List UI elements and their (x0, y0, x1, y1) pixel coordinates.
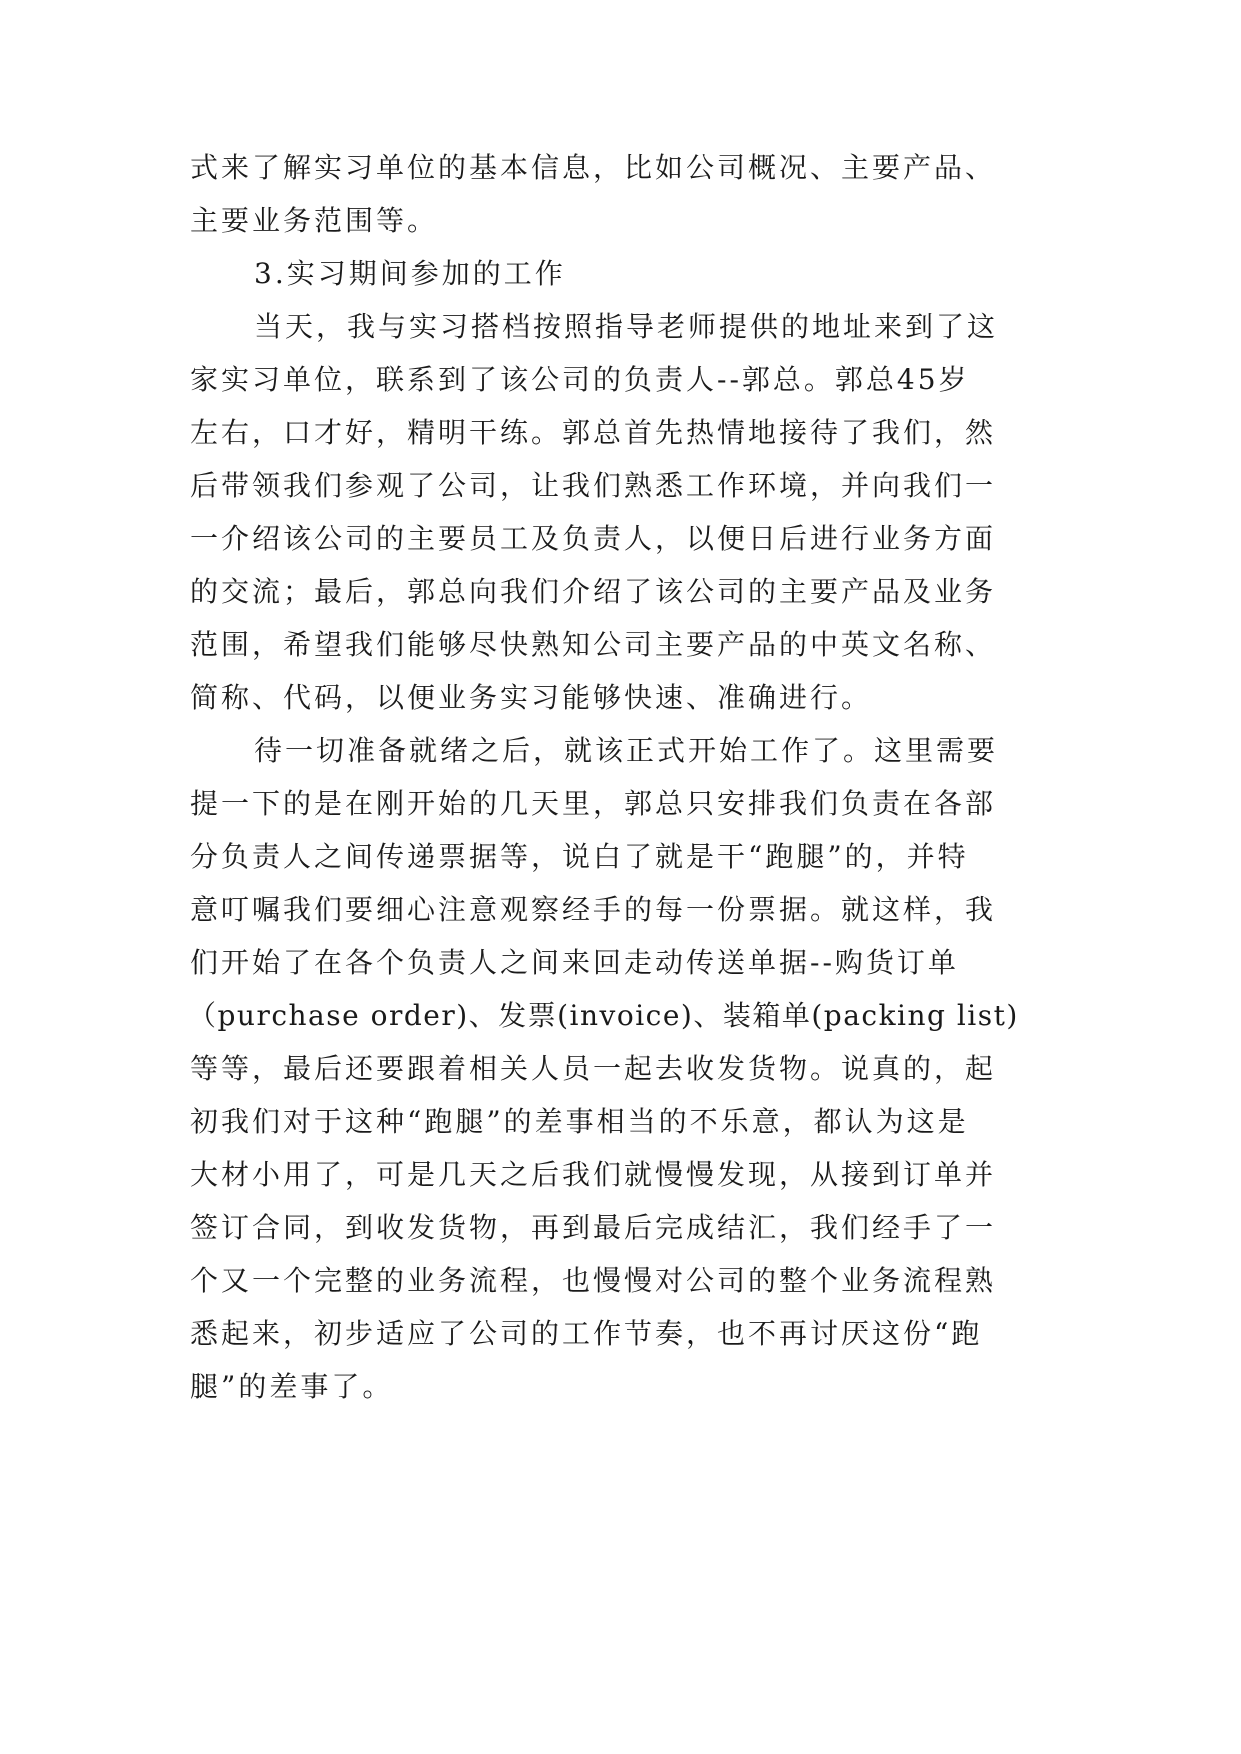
text-line: 意叮嘱我们要细心注意观察经手的每一份票据。就这样，我 (190, 893, 997, 926)
section-heading: 3.实习期间参加的工作 (254, 257, 566, 290)
text-line: 等等，最后还要跟着相关人员一起去收发货物。说真的，起 (190, 1052, 997, 1085)
text-line: 个又一个完整的业务流程，也慢慢对公司的整个业务流程熟 (190, 1264, 997, 1297)
text-line: 分负责人之间传递票据等，说白了就是干“跑腿”的，并特 (190, 840, 969, 873)
text-line: 简称、代码，以便业务实习能够快速、准确进行。 (190, 681, 873, 714)
text-line: 腿”的差事了。 (190, 1370, 394, 1403)
text-line: 们开始了在各个负责人之间来回走动传送单据--购货订单 (190, 946, 959, 979)
text-line: （purchase order)、发票(invoice)、装箱单(packing list) (188, 999, 1019, 1032)
text-line: 后带领我们参观了公司，让我们熟悉工作环境，并向我们一 (190, 469, 997, 502)
text-line: 提一下的是在刚开始的几天里，郭总只安排我们负责在各部 (190, 787, 997, 820)
text-line: 左右，口才好，精明干练。郭总首先热情地接待了我们，然 (190, 416, 997, 449)
paragraph-first-line: 待一切准备就绪之后，就该正式开始工作了。这里需要 (254, 734, 999, 767)
text-line: 式来了解实习单位的基本信息，比如公司概况、主要产品、 (190, 151, 997, 184)
text-line: 范围，希望我们能够尽快熟知公司主要产品的中英文名称、 (190, 628, 997, 661)
text-line: 主要业务范围等。 (190, 204, 439, 237)
text-line: 家实习单位，联系到了该公司的负责人--郭总。郭总45岁 (190, 363, 970, 396)
paragraph-first-line: 当天，我与实习搭档按照指导老师提供的地址来到了这 (254, 310, 999, 343)
text-line: 一介绍该公司的主要员工及负责人，以便日后进行业务方面 (190, 522, 997, 555)
text-line: 悉起来，初步适应了公司的工作节奏，也不再讨厌这份“跑 (190, 1317, 983, 1350)
text-line: 大材小用了，可是几天之后我们就慢慢发现，从接到订单并 (190, 1158, 997, 1191)
text-line: 初我们对于这种“跑腿”的差事相当的不乐意，都认为这是 (190, 1105, 969, 1138)
text-line: 签订合同，到收发货物，再到最后完成结汇，我们经手了一 (190, 1211, 997, 1244)
text-line: 的交流；最后，郭总向我们介绍了该公司的主要产品及业务 (190, 575, 997, 608)
